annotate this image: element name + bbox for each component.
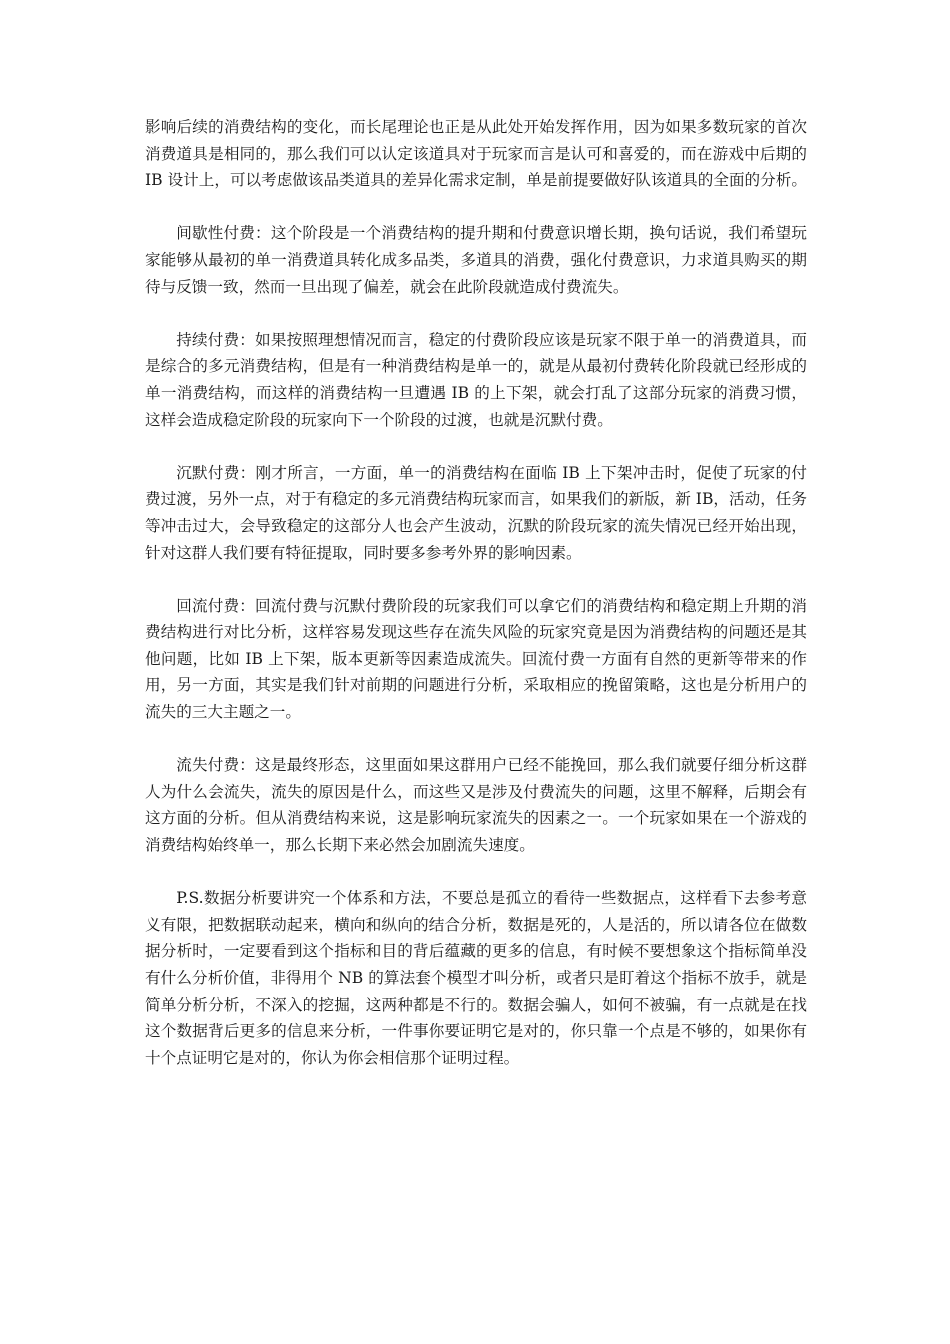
paragraph-intermittent-payment: 间歇性付费：这个阶段是一个消费结构的提升期和付费意识增长期，换句话说，我们希望玩家能够从最初的单一消费道具转化成多品类，多道具的消费，强化付费意识，力求道具购买的期待与反馈一致，然而一旦出现了偏差，就会在此阶段就造成付费流失。 [145, 224, 807, 296]
document-body [145, 114, 807, 1071]
paragraph-return-payment: 回流付费：回流付费与沉默付费阶段的玩家我们可以拿它们的消费结构和稳定期上升期的消费结构进行对比分析，这样容易发现这些存在流失风险的玩家究竟是因为消费结构的问题还是其他问题，比如 IB 上下架，版本更新等因素造成流失。回流付费一方面有自然的更新等带来的作用，另一方面，其实是我们针对前期的问题进行分析，采取相应的挽留策略，这也是分析用户的流失的三大主题之一。 [145, 596, 807, 722]
paragraph-continuous-payment: 持续付费：如果按照理想情况而言，稳定的付费阶段应该是玩家不限于单一的消费道具，而是综合的多元消费结构，但是有一种消费结构是单一的，就是从最初付费转化阶段就已经形成的单一消费结构，而这样的消费结构一旦遭遇 IB 的上下架，就会打乱了这部分玩家的消费习惯，这样会造成稳定阶段的玩家向下一个阶段的过渡，也就是沉默付费。 [145, 330, 807, 429]
paragraph-continuation: 影响后续的消费结构的变化，而长尾理论也正是从此处开始发挥作用，因为如果多数玩家的首次消费道具是相同的，那么我们可以认定该道具对于玩家而言是认可和喜爱的，而在游戏中后期的 IB 设计上，可以考虑做该品类道具的差异化需求定制，单是前提要做好队该道具的全面的分析。 [145, 118, 807, 190]
paragraph-churn-payment: 流失付费：这是最终形态，这里面如果这群用户已经不能挽回，那么我们就要仔细分析这群人为什么会流失，流失的原因是什么，而这些又是涉及付费流失的问题，这里不解释，后期会有这方面的分析。但从消费结构来说，这是影响玩家流失的因素之一。一个玩家如果在一个游戏的消费结构始终单一，那么长期下来必然会加剧流失速度。 [145, 756, 807, 855]
paragraph-silent-payment: 沉默付费：刚才所言，一方面，单一的消费结构在面临 IB 上下架冲击时，促使了玩家的付费过渡，另外一点，对于有稳定的多元消费结构玩家而言，如果我们的新版，新 IB，活动，任务等冲击过大，会导致稳定的这部分人也会产生波动，沉默的阶段玩家的流失情况已经开始出现，针对这群人我们要有特征提取，同时要多参考外界的影响因素。 [145, 463, 807, 562]
paragraph-postscript: P.S.数据分析要讲究一个体系和方法，不要总是孤立的看待一些数据点，这样看下去参考意义有限，把数据联动起来，横向和纵向的结合分析，数据是死的，人是活的，所以请各位在做数据分析时，一定要看到这个指标和目的背后蕴藏的更多的信息，有时候不要想象这个指标简单没有什么分析价值，非得用个 NB 的算法套个模型才叫分析，或者只是盯着这个指标不放手，就是简单分析分析，不深入的挖掘，这两种都是不行的。数据会骗人，如何不被骗，有一点就是在找这个数据背后更多的信息来分析，一件事你要证明它是对的，你只靠一个点是不够的，如果你有十个点证明它是对的，你认为你会相信那个证明过程。 [145, 889, 807, 1067]
